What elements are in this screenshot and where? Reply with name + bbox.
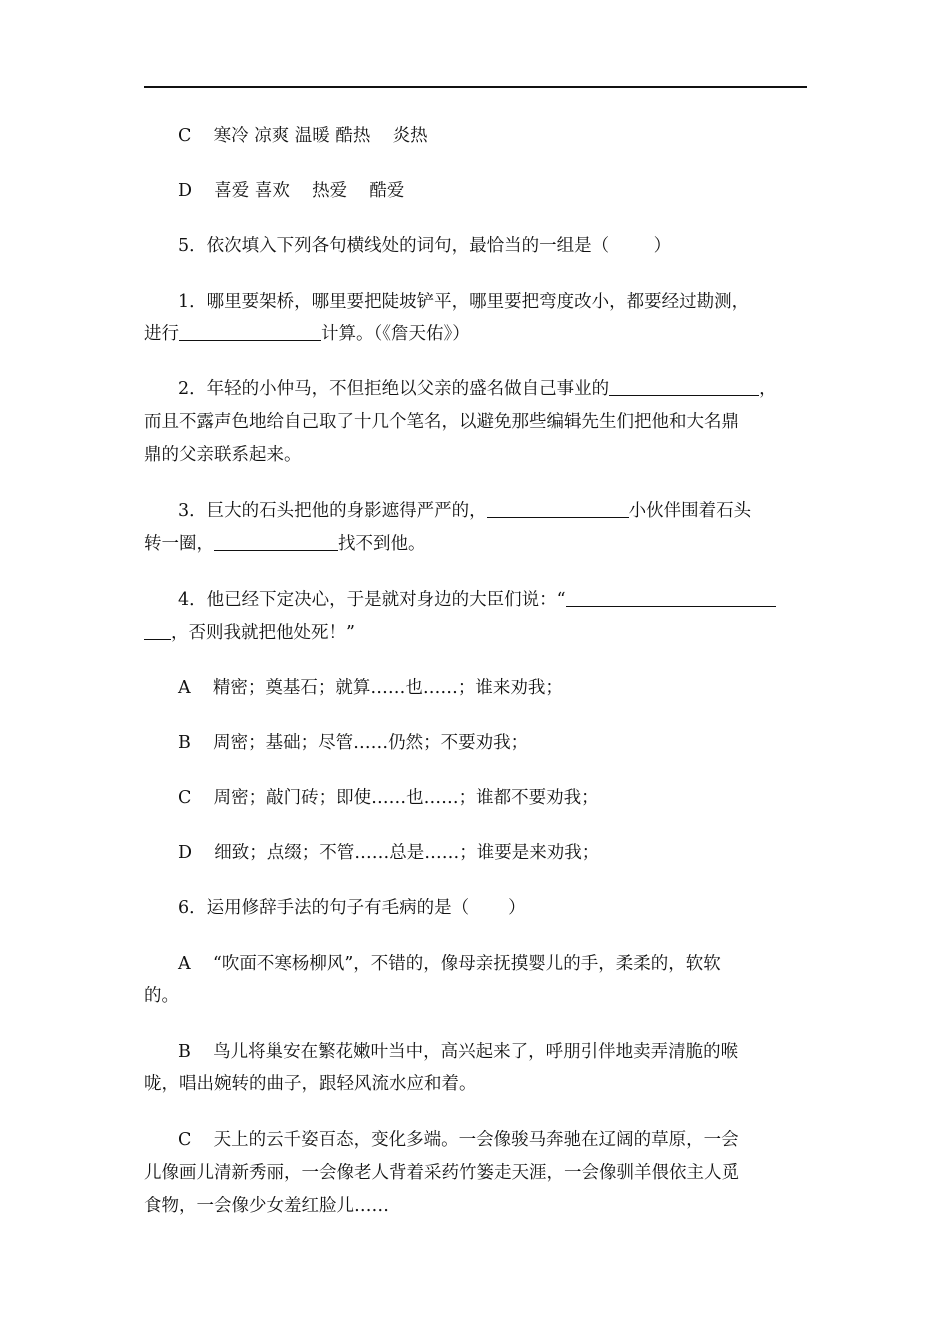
q5-s4-prefix: 4．他已经下定决心，于是就对身边的大臣们说：“ bbox=[178, 590, 566, 610]
q6-stem: 6．运用修辞手法的句子有毛病的是（ ） bbox=[178, 898, 526, 918]
q6-option-c-line-3: 食物，一会像少女羞红脸儿…… bbox=[144, 1196, 389, 1216]
q6-option-b-line-2: 咙，唱出婉转的曲子，跟轻风流水应和着。 bbox=[144, 1074, 477, 1094]
q6-option-a-line-2: 的。 bbox=[144, 986, 179, 1006]
q5-s2-blank bbox=[609, 376, 759, 396]
q5-s4-blank-1 bbox=[566, 587, 776, 607]
q5-sentence-1-line-2 bbox=[144, 318, 824, 351]
q4-option-c: C 寒冷 凉爽 温暖 酷热 炎热 bbox=[178, 126, 428, 146]
q5-option-c: C 周密；敲门砖；即使……也……；谁都不要劝我； bbox=[178, 788, 599, 808]
q5-s2-suffix: ， bbox=[759, 379, 777, 399]
q5-s3-line2-prefix: 转一圈， bbox=[144, 534, 214, 554]
q5-option-b: B 周密；基础；尽管……仍然；不要劝我； bbox=[178, 733, 529, 753]
q5-option-d: D 细致；点缀；不管……总是……；谁要是来劝我； bbox=[178, 843, 600, 863]
q5-s4-suffix: ，否则我就把他处死！” bbox=[171, 623, 355, 643]
q5-s2-prefix: 2．年轻的小仲马，不但拒绝以父亲的盛名做自己事业的 bbox=[178, 379, 610, 399]
header-rule bbox=[144, 86, 807, 88]
q5-sentence-2-line-2: 而且不露声色地给自己取了十几个笔名，以避免那些编辑先生们把他和大名鼎 bbox=[144, 412, 739, 432]
q5-sentence-4-line-2 bbox=[144, 617, 824, 650]
q5-s3-line2-suffix: 找不到他。 bbox=[338, 534, 426, 554]
q5-s3-prefix: 3．巨大的石头把他的身影遮得严严的， bbox=[178, 501, 487, 521]
q5-sentence-4-line-1 bbox=[144, 584, 858, 617]
q5-sentence-3-line-2 bbox=[144, 528, 824, 561]
q5-sentence-2-line-1 bbox=[144, 373, 858, 406]
q5-s3-blank-2 bbox=[214, 531, 338, 551]
q5-s1-blank bbox=[179, 321, 321, 341]
q5-s4-blank-2 bbox=[144, 620, 171, 640]
q5-s1-suffix: 计算。（《詹天佑》） bbox=[321, 324, 470, 344]
q5-s1-prefix: 进行 bbox=[144, 324, 179, 344]
q6-option-a-line-1: A “吹面不寒杨柳风”，不错的，像母亲抚摸婴儿的手，柔柔的，软软 bbox=[178, 954, 721, 974]
q5-sentence-3-line-1 bbox=[144, 495, 858, 528]
q6-option-b-line-1: B 鸟儿将巢安在繁花嫩叶当中，高兴起来了，呼朋引伴地卖弄清脆的喉 bbox=[178, 1042, 739, 1062]
q5-stem: 5．依次填入下列各句横线处的词句，最恰当的一组是（ ） bbox=[178, 236, 672, 256]
q5-sentence-2-line-3: 鼎的父亲联系起来。 bbox=[144, 445, 302, 465]
q5-s3-blank-1 bbox=[487, 498, 629, 518]
q5-sentence-1-line-1: 1．哪里要架桥，哪里要把陡坡铲平，哪里要把弯度改小，都要经过勘测， bbox=[178, 292, 750, 312]
q5-option-a: A 精密；奠基石；就算……也……；谁来劝我； bbox=[178, 678, 563, 698]
q6-option-c-line-2: 儿像画儿清新秀丽，一会像老人背着采药竹篓走天涯，一会像驯羊偎依主人觅 bbox=[144, 1163, 739, 1183]
q4-option-d: D 喜爱 喜欢 热爱 酷爱 bbox=[178, 181, 405, 201]
q5-s3-suffix: 小伙伴围着石头 bbox=[628, 501, 752, 521]
q6-option-c-line-1: C 天上的云千姿百态，变化多端。一会像骏马奔驰在辽阔的草原，一会 bbox=[178, 1130, 739, 1150]
